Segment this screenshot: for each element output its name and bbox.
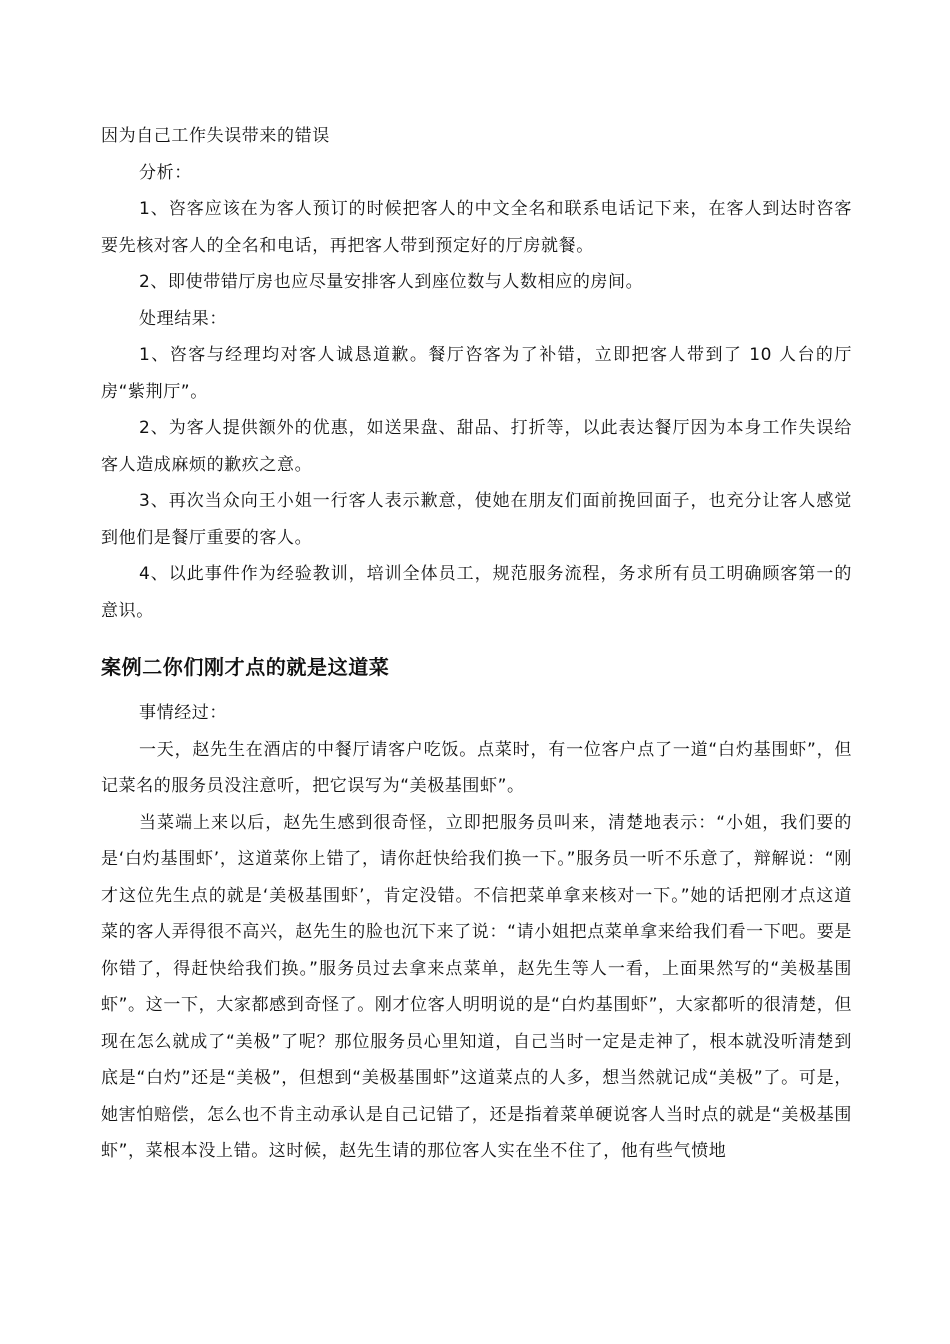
result-label: 处理结果： bbox=[139, 308, 227, 329]
case2-paragraph: 当菜端上来以后，赵先生感到很奇怪，立即把服务员叫来，清楚地表示：“小姐，我们要的是‘白灼基围虾’，这道菜你上错了，请你赶快给我们换一下。”服务员一听不乐意了，辩解说：“刚才这位先生点的就是‘美极基围虾’，肯定没错。不信把菜单拿来核对一下。”她的话把刚才点这道菜的客人弄得很不高兴，赵先生的脸也沉下来了说：“请小姐把点菜单拿来给我们看一下吧。要是你错了，得赶快给我们换。”服务员过去拿来点菜单，赵先生等人一看，上面果然写的“美极基围虾”。这一下，大家都感到奇怪了。刚才位客人明明说的是“白灼基围虾”，大家都听的很清楚，但现在怎么就成了“美极”了呢？那位服务员心里知道，自己当时一定是走神了，根本就没听清楚到底是“白灼”还是“美极”，但想到“美极基围虾”这道菜点的人多，想当然就记成“美极”了。可是，她害怕赔偿，怎么也不肯主动承认是自己记错了，还是指着菜单硬说客人当时点的就是“美极基围虾”，菜根本没上错。这时候，赵先生请的那位客人实在坐不住了，他有些气愤地 bbox=[101, 812, 852, 1161]
continuation-line: 因为自己工作失误带来的错误 bbox=[101, 126, 330, 146]
events-label: 事情经过： bbox=[139, 703, 227, 723]
result-item: 1、咨客与经理均对客人诚恳道歉。餐厅咨客为了补错，立即把客人带到了 10 人台的厅房“紫荆厅”。 bbox=[101, 345, 852, 402]
result-item: 4、以此事件作为经验教训，培训全体员工，规范服务流程，务求所有员工明确顾客第一的意识。 bbox=[101, 564, 852, 621]
analysis-item: 1、咨客应该在为客人预订的时候把客人的中文全名和联系电话记下来，在客人到达时咨客要先核对客人的全名和电话，再把客人带到预定好的厅房就餐。 bbox=[101, 199, 852, 256]
analysis-label: 分析： bbox=[139, 162, 192, 183]
case2-paragraph: 一天，赵先生在酒店的中餐厅请客户吃饭。点菜时，有一位客户点了一道“白灼基围虾”，但记菜名的服务员没注意听，把它误写为“美极基围虾”。 bbox=[101, 739, 852, 796]
analysis-item: 2、即使带错厅房也应尽量安排客人到座位数与人数相应的房间。 bbox=[139, 272, 644, 292]
case2-heading: 案例二你们刚才点的就是这道菜 bbox=[101, 655, 390, 679]
result-item: 2、为客人提供额外的优惠，如送果盘、甜品、打折等，以此表达餐厅因为本身工作失误给客人造成麻烦的歉疚之意。 bbox=[101, 418, 852, 475]
result-item: 3、再次当众向王小姐一行客人表示歉意，使她在朋友们面前挽回面子，也充分让客人感觉到他们是餐厅重要的客人。 bbox=[101, 491, 852, 548]
